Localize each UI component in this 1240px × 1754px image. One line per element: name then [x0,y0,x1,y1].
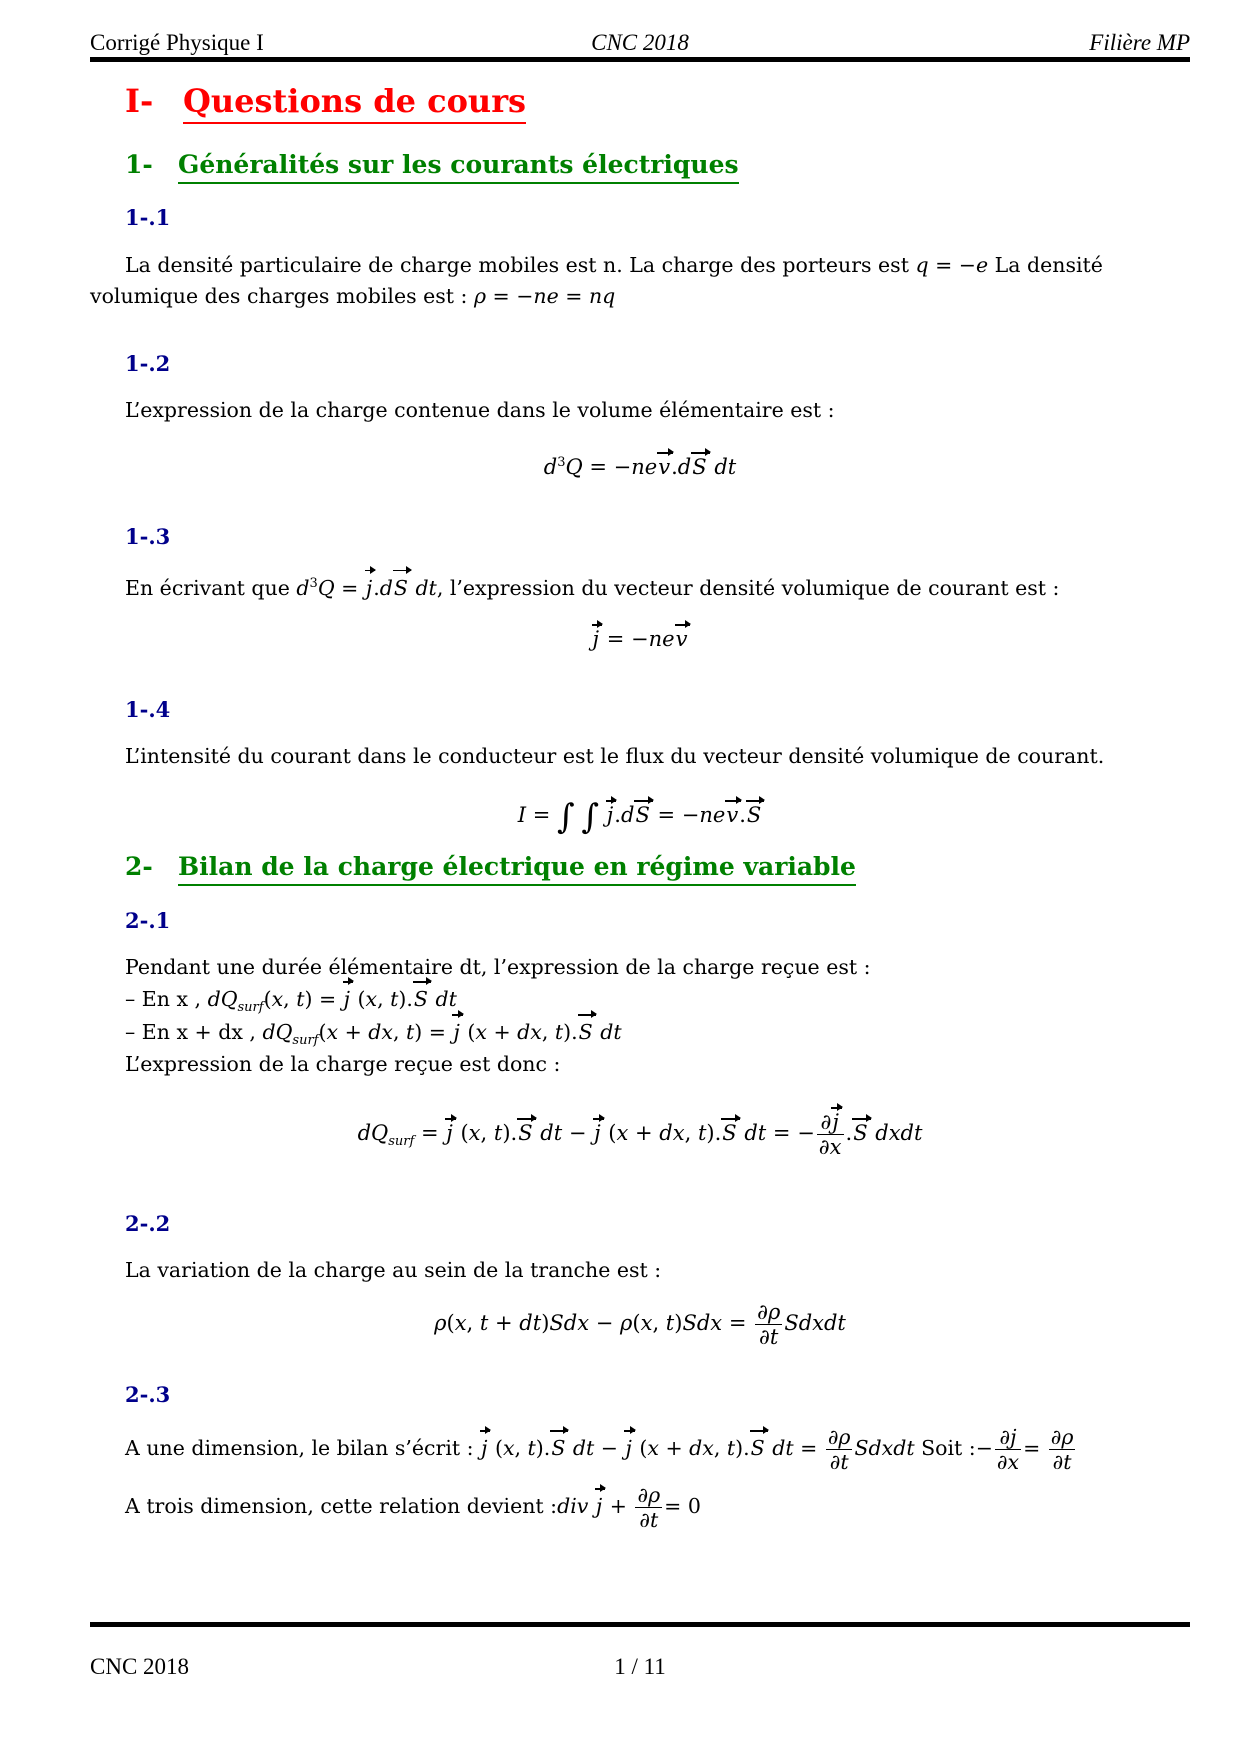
page-header [90,30,1190,60]
question-label-2-2: 2-.2 [125,1211,171,1236]
page-number: 1 / 11 [614,1654,666,1679]
subsection-number: 2- [125,852,153,881]
paragraph-2-2: La variation de la charge au sein de la tranche est : [125,1258,662,1282]
equation-charge-element: $d^3Q = -nev.dS$ dt [543,455,737,479]
text: , l’expression du vecteur densité volumique de courant est : [436,575,1060,600]
question-label-1-3: 1-.3 [125,524,171,549]
section-number: I- [125,82,154,120]
section-title: Questions de cours [183,82,526,124]
text: En écrivant que [125,575,290,600]
text: La densité volumique des charges mobiles est : [90,253,1103,308]
paragraph-2-3-a: A une dimension, le bilan s’écrit : j (x, t).S dt − j (x + dx, t).S dt = $\frac{\partial\rho}{\partial t}$ Sdxdt Soit :− $\frac{\partial j}{\partial x}$ = $\frac{\partial\rho}{\partial t}$ [125,1425,1074,1474]
header-rule [90,57,1190,62]
footer-rule [90,1622,1190,1627]
subsection-number: 1- [125,150,153,179]
paragraph-2-1-concl: L’expression de la charge reçue est donc : [125,1052,561,1076]
subsection-heading-2 [125,852,856,886]
math-inline: ρ = −ne = nq [473,284,616,308]
header-left: Corrigé Physique I [90,30,264,55]
equation-charge-variation: ρ(x, t + dt)Sdx − ρ(x, t)Sdx = $\frac{\partial\rho}{\partial t}$ Sdxdt [434,1300,846,1349]
math-inline: q = −e [915,253,989,277]
text: La densité particulaire de charge mobiles est n. La charge des porteurs est [125,253,909,277]
paragraph-1-1 [90,250,1190,312]
question-label-2-1: 2-.1 [125,908,171,933]
header-right: Filière MP [1089,30,1190,55]
equation-dQsurf: $dQ_{surf} = j$ (x, t).S dt − j (x + dx, t).S dt = − $\frac{\partial j}{\partial x}$ .S dxdt [357,1110,923,1159]
paragraph-2-1-intro: Pendant une durée élémentaire dt, l’expression de la charge reçue est : [125,955,871,979]
list-item-x: – En x , $dQ_{surf}(x$, t) = j (x, t).S dt [125,984,457,1023]
paragraph-1-2: L’expression de la charge contenue dans le volume élémentaire est : [125,398,835,422]
equation-current-density: j = −nev [592,627,688,651]
question-label-2-3: 2-.3 [125,1382,171,1407]
subsection-heading-1 [125,150,739,184]
section-heading [125,82,526,124]
header-center: CNC 2018 [591,30,689,55]
equation-intensity: I = ∫ ∫ j.dS = −nev.S [517,797,762,837]
question-label-1-4: 1-.4 [125,697,171,722]
paragraph-2-3-b: A trois dimension, cette relation devient :div j + $\frac{\partial\rho}{\partial t}$ = 0 [125,1483,701,1532]
paragraph-1-3: En écrivant que $d^3Q = j.dS$ dt, l’expression du vecteur densité volumique de courant est : [125,568,1059,604]
subsection-title: Généralités sur les courants électriques [178,150,739,184]
document-page [90,0,1190,1754]
question-label-1-2: 1-.2 [125,351,171,376]
question-label-1-1: 1-.1 [125,205,171,230]
footer-left: CNC 2018 [90,1654,190,1679]
list-item-x-dx: – En x + dx , $dQ_{surf}(x$ + dx, t) = j (x + dx, t).S dt [125,1017,622,1056]
subsection-title: Bilan de la charge électrique en régime variable [178,852,856,886]
paragraph-1-4: L’intensité du courant dans le conducteur est le flux du vecteur densité volumique de courant. [125,744,1105,768]
